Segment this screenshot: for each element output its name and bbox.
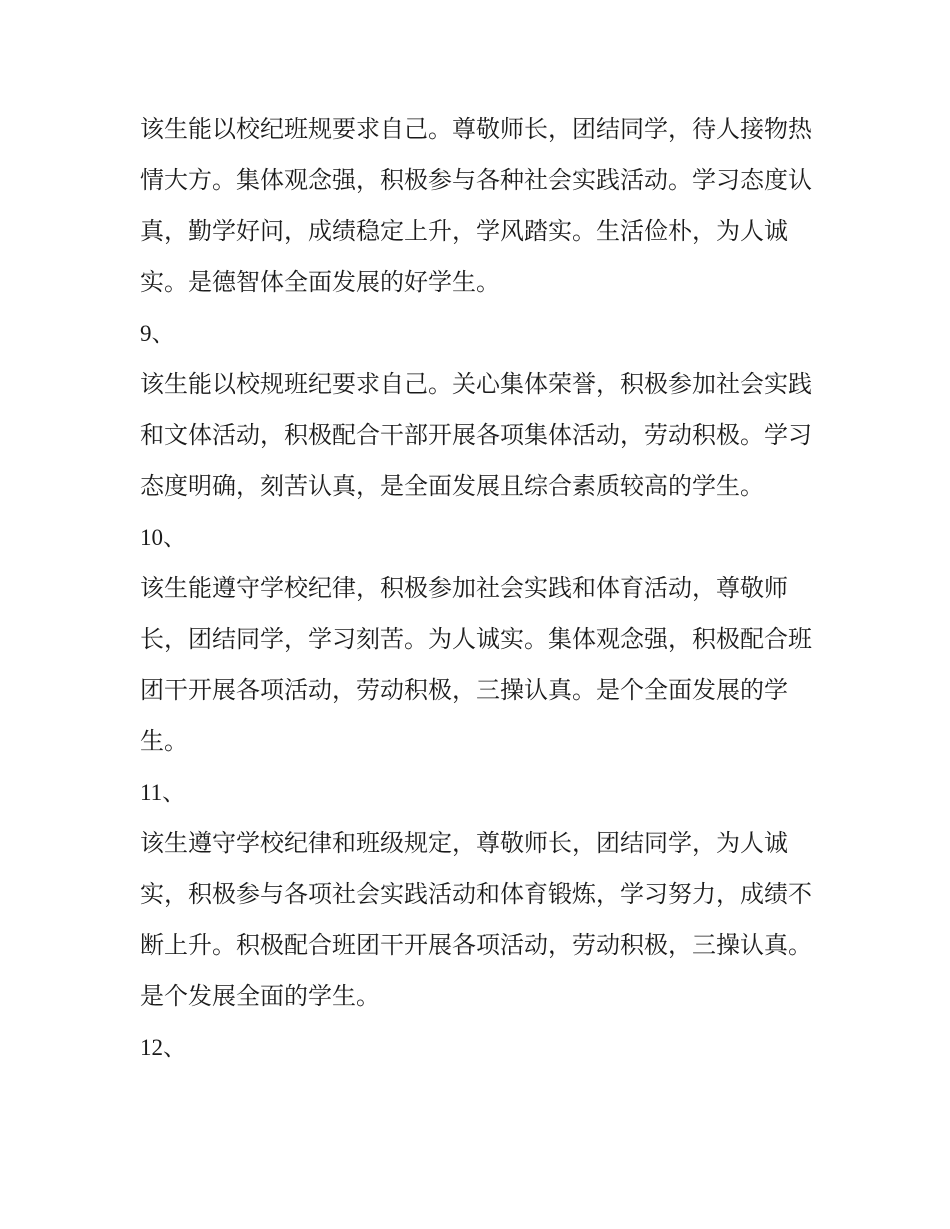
item-number-10: 10、 [140,525,186,550]
item-number-9: 9、 [140,321,175,346]
item-number-11: 11、 [140,780,186,805]
document-body [140,104,816,1073]
comment-paragraph-11: 该生遵守学校纪律和班级规定，尊敬师长，团结同学，为人诚实，积极参与各项社会实践活动和体育锻炼，学习努力，成绩不断上升。积极配合班团干开展各项活动，劳动积极，三操认真。是个发展全面的学生。 [140,829,812,1010]
comment-paragraph-9: 该生能以校规班纪要求自己。关心集体荣誉，积极参加社会实践和文体活动，积极配合干部开展各项集体活动，劳动积极。学习态度明确，刻苦认真，是全面发展且综合素质较高的学生。 [140,370,812,500]
item-number-12: 12、 [140,1035,186,1060]
comment-paragraph-10: 该生能遵守学校纪律，积极参加社会实践和体育活动，尊敬师长，团结同学，学习刻苦。为人诚实。集体观念强，积极配合班团干开展各项活动，劳动积极，三操认真。是个全面发展的学生。 [140,574,812,755]
comment-paragraph-8: 该生能以校纪班规要求自己。尊敬师长，团结同学，待人接物热情大方。集体观念强，积极参与各种社会实践活动。学习态度认真，勤学好问，成绩稳定上升，学风踏实。生活俭朴，为人诚实。是德智体全面发展的好学生。 [140,115,812,296]
